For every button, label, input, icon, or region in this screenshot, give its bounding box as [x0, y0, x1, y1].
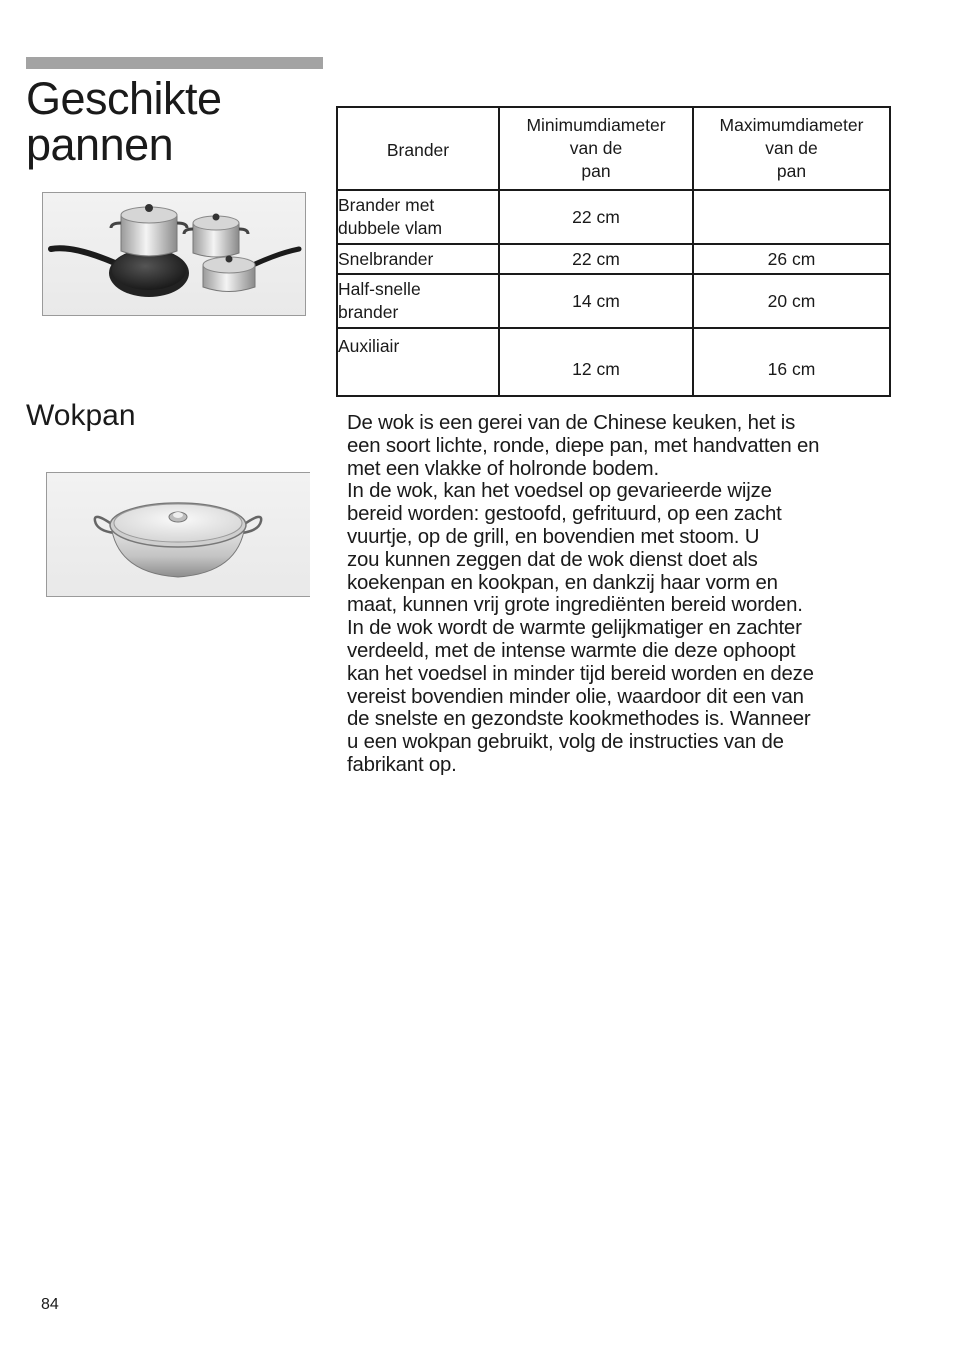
- text-line: zou kunnen zeggen dat de wok dienst doet als: [347, 548, 758, 571]
- burner-name-line: Half-snelle: [338, 279, 421, 299]
- text-line: u een wokpan gebruikt, volg de instructies van de: [347, 731, 784, 754]
- text-line: met een vlakke of holronde bodem.: [347, 457, 659, 480]
- page-number: 84: [41, 1296, 59, 1313]
- text-line: de snelste en gezondste kookmethodes is. Wanneer: [347, 708, 811, 731]
- burner-name-line: Auxiliair: [338, 336, 400, 356]
- text-line: In de wok wordt de warmte gelijkmatiger en zachter: [347, 617, 802, 640]
- burner-name-line: brander: [338, 302, 399, 322]
- header-burner: Brander: [337, 107, 499, 190]
- max-diameter-cell: 16 cm: [693, 328, 890, 396]
- min-diameter-cell: 12 cm: [499, 328, 693, 396]
- text-line: maat, kunnen vrij grote ingrediënten bereid worden.: [347, 594, 803, 617]
- max-diameter-cell: 20 cm: [693, 274, 890, 328]
- wok-icon: [47, 473, 310, 596]
- header-line: pan: [776, 161, 807, 181]
- table-header-row: [337, 107, 890, 190]
- header-bar: [26, 57, 323, 69]
- text-line: een soort lichte, ronde, diepe pan, met handvatten en: [347, 434, 820, 457]
- wok-illustration: [46, 472, 310, 597]
- header-line: Minimumdiameter: [526, 115, 666, 135]
- table-row: [337, 274, 890, 328]
- header-line: van de: [765, 138, 818, 158]
- burner-name-line: dubbele vlam: [338, 218, 443, 238]
- min-diameter-cell: 22 cm: [499, 244, 693, 274]
- text-line: vereist bovendien minder olie, waardoor dit een van: [347, 685, 804, 708]
- page-title-line: Geschikte: [26, 73, 222, 124]
- table-row: [337, 328, 890, 396]
- text-line: verdeeld, met de intense warmte die deze ophoopt: [347, 639, 796, 662]
- cookware-icon: [43, 193, 305, 315]
- burner-name: [337, 328, 499, 396]
- text-line: koekenpan en kookpan, en dankzij haar vorm en: [347, 571, 778, 594]
- header-line: pan: [581, 161, 611, 181]
- text-line: In de wok, kan het voedsel op gevarieerde wijze: [347, 480, 772, 503]
- burner-name: [337, 244, 499, 274]
- header-line: van de: [569, 138, 623, 158]
- text-line: De wok is een gerei van de Chinese keuken, het is: [347, 412, 796, 434]
- pan-diameter-table: [336, 106, 891, 397]
- section-title: Wokpan: [26, 399, 136, 432]
- min-diameter-cell: 14 cm: [499, 274, 693, 328]
- text-line: vuurtje, op de grill, en bovendien met stoom. U: [347, 525, 760, 548]
- header-min-diameter: [499, 107, 693, 190]
- text-line: bereid worden: gestoofd, gefrituurd, op een zacht: [347, 503, 782, 526]
- page-title: [26, 73, 326, 170]
- burner-name-line: Snelbrander: [338, 248, 434, 269]
- header-max-diameter: [693, 107, 890, 190]
- max-diameter-cell: [693, 190, 890, 244]
- burner-name: [337, 190, 499, 244]
- table-row: [337, 190, 890, 244]
- header-line: Maximumdiameter: [719, 115, 864, 135]
- page-title-line: pannen: [26, 119, 174, 170]
- pans-illustration: [42, 192, 306, 316]
- text-line: fabrikant op.: [347, 753, 457, 776]
- table-row: [337, 244, 890, 274]
- burner-name-line: Brander met: [338, 195, 435, 215]
- burner-name: [337, 274, 499, 328]
- min-diameter-cell: 22 cm: [499, 190, 693, 244]
- wok-description: [347, 412, 887, 777]
- text-line: kan het voedsel in minder tijd bereid worden en deze: [347, 662, 814, 685]
- max-diameter-cell: 26 cm: [693, 244, 890, 274]
